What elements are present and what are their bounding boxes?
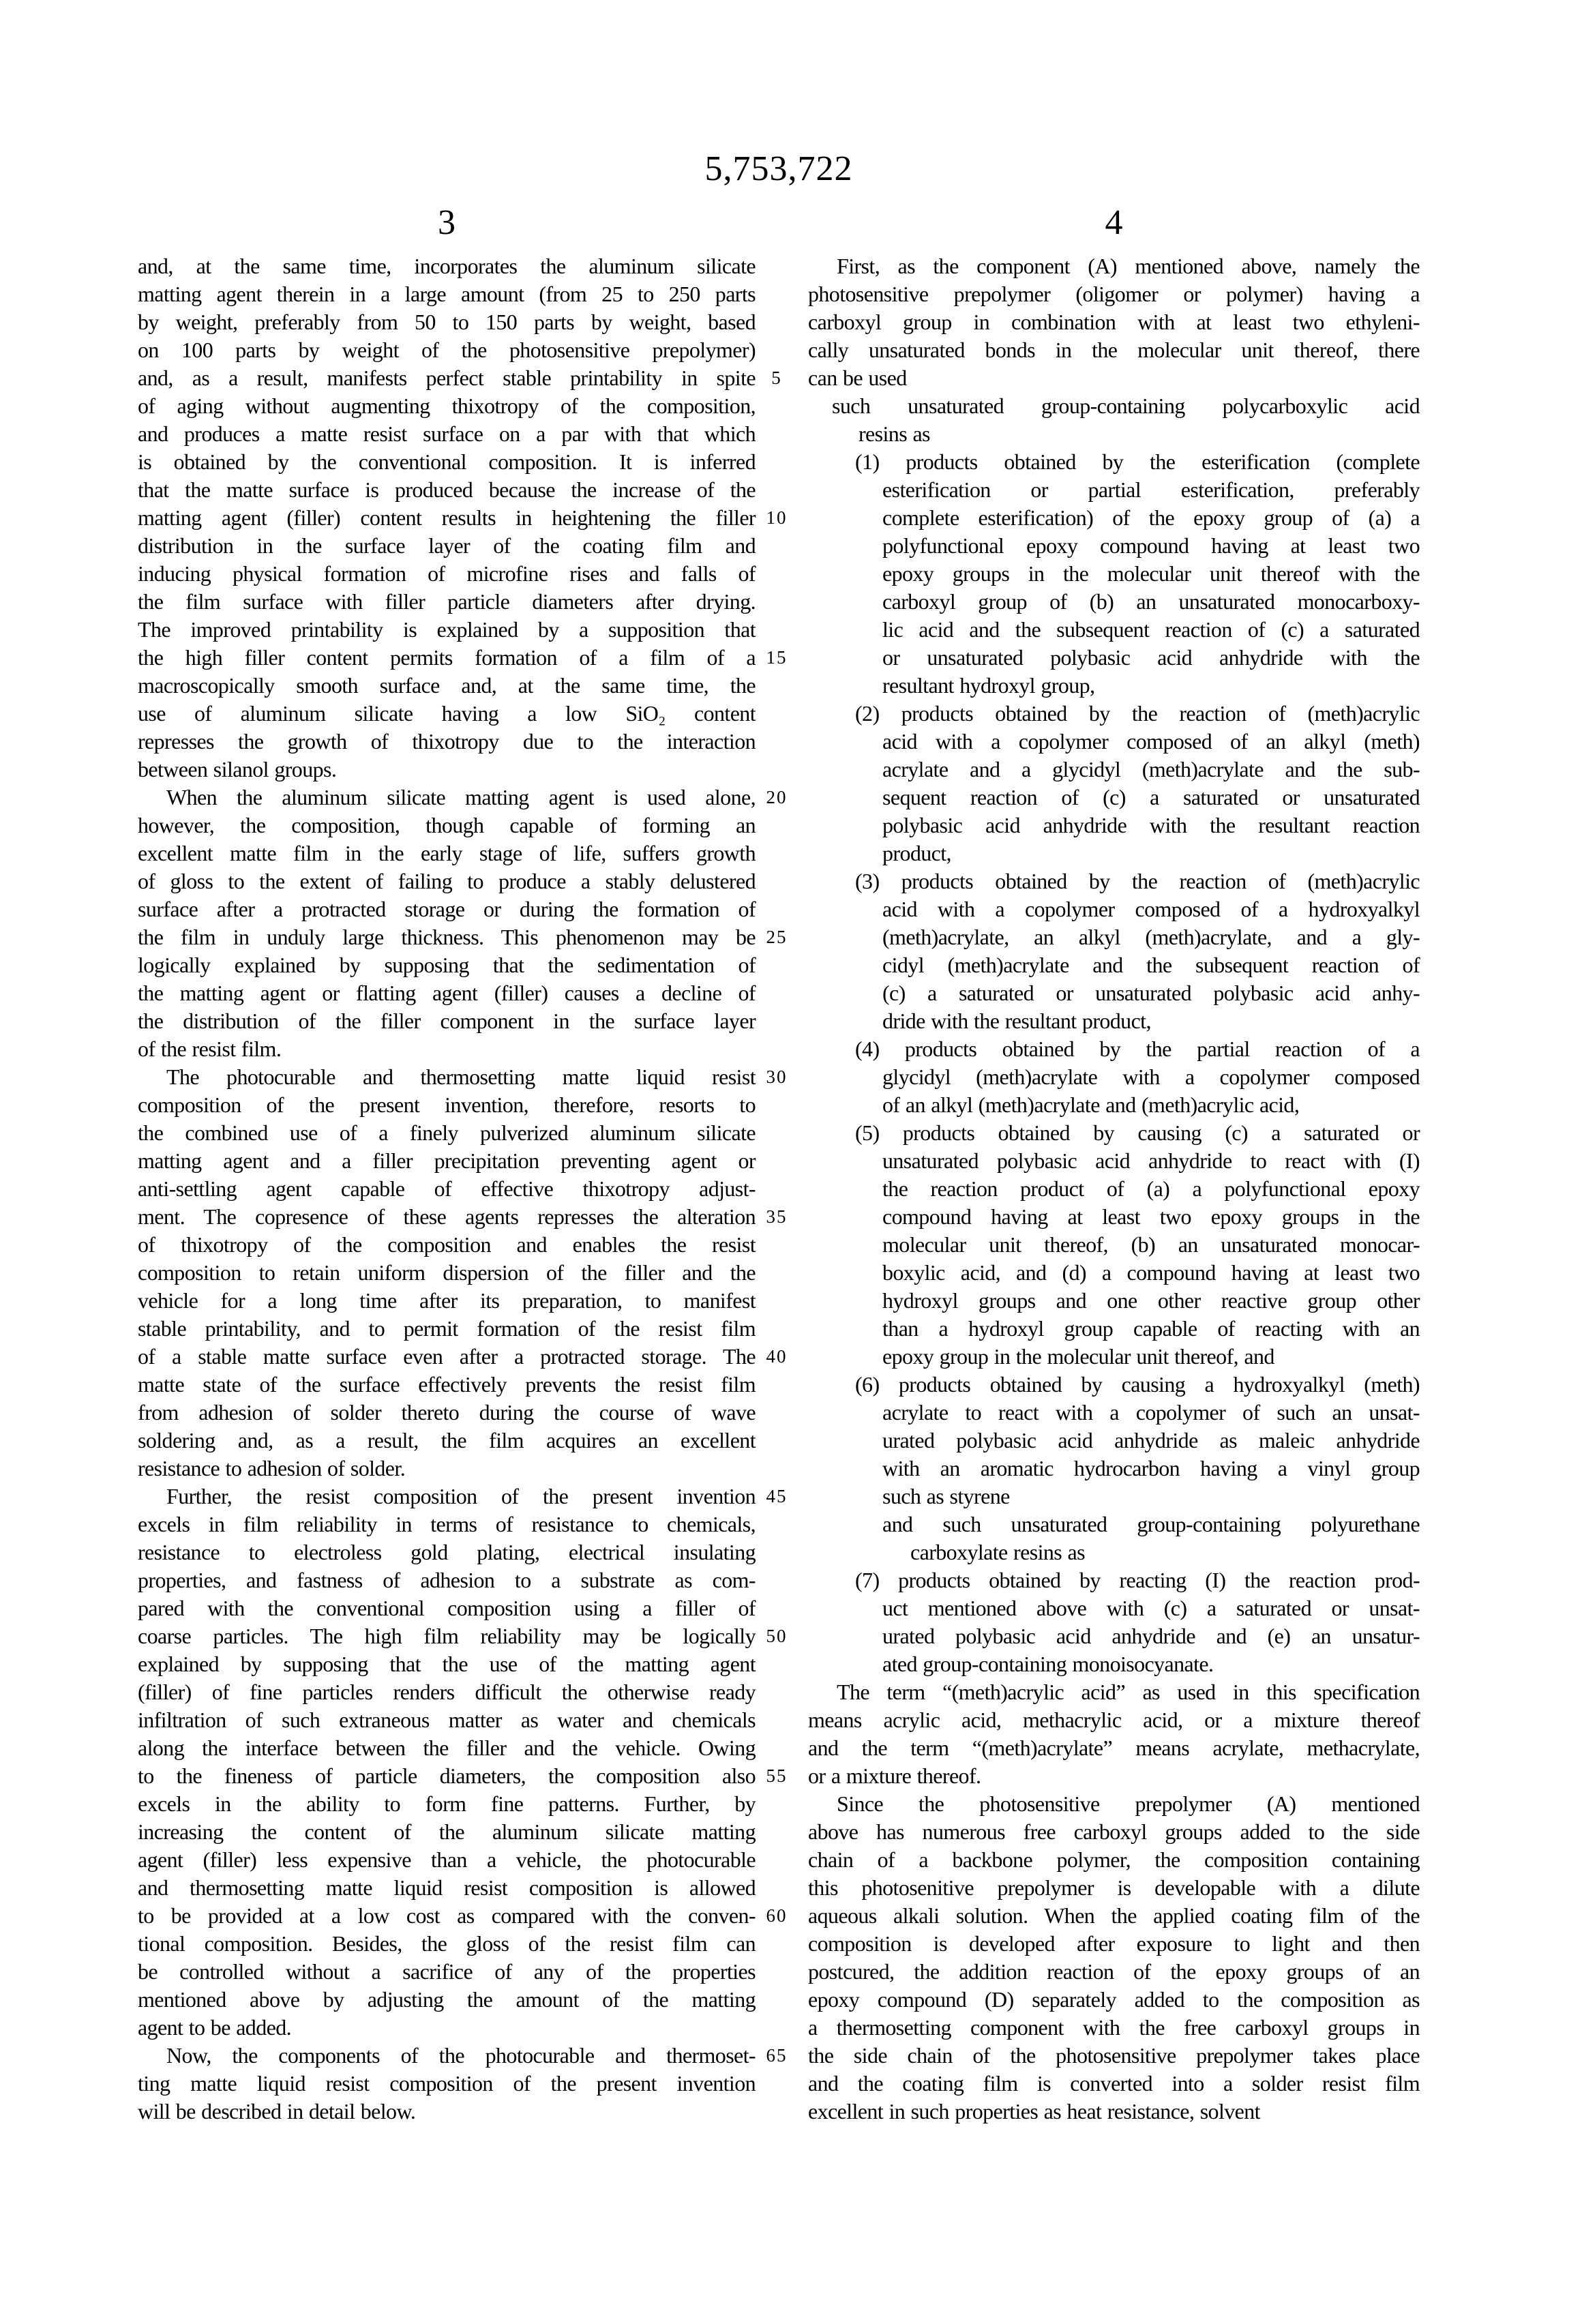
text-line: coarse particles. The high film reliability may be logically: [138, 1624, 756, 1648]
text-line: boxylic acid, and (d) a compound having at least two: [882, 1260, 1420, 1285]
text-line: this photosenitive prepolymer is developable with a dilute: [808, 1875, 1420, 1900]
gutter-line-number: 10: [766, 507, 788, 528]
text-line: urated polybasic acid anhydride as maleic anhydride: [882, 1428, 1420, 1452]
text-line: will be described in detail below.: [138, 2099, 416, 2124]
text-line: matting agent and a filler precipitation preventing agent or: [138, 1148, 756, 1173]
text-line: agent to be added.: [138, 2015, 291, 2040]
text-line: esterification or partial esterification, preferably: [882, 477, 1420, 502]
text-line: tional composition. Besides, the gloss of the resist film can: [138, 1931, 756, 1956]
text-line: Now, the components of the photocurable and thermoset-: [166, 2043, 756, 2068]
text-line: inducing physical formation of microfine rises and falls of: [138, 561, 756, 586]
text-line: and the coating film is converted into a solder resist film: [808, 2071, 1420, 2096]
text-line: such unsaturated group-containing polycarboxylic acid: [832, 393, 1420, 418]
text-line: photosensitive prepolymer (oligomer or polymer) having a: [808, 282, 1420, 306]
text-line: of gloss to the extent of failing to produce a stably delustered: [138, 869, 756, 893]
text-line: resistance to adhesion of solder.: [138, 1456, 406, 1480]
text-line: (1) products obtained by the esterification (complete: [855, 449, 1420, 474]
text-line: that the matte surface is produced because the increase of the: [138, 477, 756, 502]
gutter-line-number: 30: [766, 1067, 788, 1087]
text-line: postcured, the addition reaction of the epoxy groups of an: [808, 1959, 1420, 1984]
text-line: cidyl (meth)acrylate and the subsequent reaction of: [882, 953, 1420, 977]
text-line: dride with the resultant product,: [882, 1009, 1151, 1033]
text-line: cally unsaturated bonds in the molecular unit thereof, there: [808, 338, 1420, 362]
text-line: and, as a result, manifests perfect stable printability in spite: [138, 366, 756, 390]
gutter-line-number: 40: [766, 1346, 788, 1367]
text-line: matting agent therein in a large amount (from 25 to 250 parts: [138, 282, 756, 306]
text-line: (5) products obtained by causing (c) a saturated or: [855, 1120, 1420, 1145]
text-line: of the resist film.: [138, 1037, 282, 1061]
gutter-line-number: 5: [771, 368, 782, 388]
text-line: than a hydroxyl group capable of reacting with an: [882, 1316, 1420, 1341]
column-number-left: 3: [438, 203, 456, 242]
patent-number: 5,753,722: [704, 149, 853, 188]
gutter-line-number: 25: [766, 927, 788, 947]
text-line: increasing the content of the aluminum silicate matting: [138, 1819, 756, 1844]
text-line: acrylate and a glycidyl (meth)acrylate and the sub-: [882, 757, 1420, 781]
text-line: and such unsaturated group-containing polyurethane: [882, 1512, 1420, 1536]
text-line: hydroxyl groups and one other reactive group other: [882, 1288, 1420, 1313]
text-line: above has numerous free carboxyl groups added to the side: [808, 1819, 1420, 1844]
text-line: excels in the ability to form fine patterns. Further, by: [138, 1791, 756, 1816]
text-line: soldering and, as a result, the film acquires an excellent: [138, 1428, 756, 1452]
text-line: of aging without augmenting thixotropy of the composition,: [138, 393, 756, 418]
text-line: from adhesion of solder thereto during the course of wave: [138, 1400, 756, 1425]
text-line: the high filler content permits formation of a film of a: [138, 645, 756, 670]
text-line: (filler) of fine particles renders difficult the otherwise ready: [138, 1680, 756, 1704]
text-line: mentioned above by adjusting the amount of the matting: [138, 1987, 756, 2012]
text-line: stable printability, and to permit formation of the resist film: [138, 1316, 756, 1341]
left-text-column: [138, 252, 756, 2126]
text-line: pared with the conventional composition using a filler of: [138, 1596, 756, 1620]
text-line: the side chain of the photosensitive prepolymer takes place: [808, 2043, 1420, 2068]
text-line: Further, the resist composition of the present invention: [166, 1484, 756, 1508]
text-line: or unsaturated polybasic acid anhydride with the: [882, 645, 1420, 670]
text-line: distribution in the surface layer of the coating film and: [138, 533, 756, 558]
text-line: glycidyl (meth)acrylate with a copolymer composed: [882, 1064, 1420, 1089]
text-line: and produces a matte resist surface on a par with that which: [138, 421, 756, 446]
text-line: carboxylate resins as: [910, 1540, 1085, 1564]
text-line: the reaction product of (a) a polyfunctional epoxy: [882, 1176, 1420, 1201]
text-line: of an alkyl (meth)acrylate and (meth)acrylic acid,: [882, 1092, 1300, 1117]
text-line: with an aromatic hydrocarbon having a vinyl group: [882, 1456, 1420, 1480]
text-line: matting agent (filler) content results in heightening the filler: [138, 505, 756, 530]
text-line: epoxy compound (D) separately added to the composition as: [808, 1987, 1420, 2012]
text-line: excellent in such properties as heat resistance, solvent: [808, 2099, 1260, 2124]
text-line: urated polybasic acid anhydride and (e) an unsatur-: [882, 1624, 1420, 1648]
text-line: of a stable matte surface even after a protracted storage. The: [138, 1344, 756, 1369]
gutter-line-number: 55: [766, 1766, 788, 1786]
text-line: compound having at least two epoxy groups in the: [882, 1204, 1420, 1229]
text-line: Since the photosensitive prepolymer (A) mentioned: [837, 1791, 1420, 1816]
gutter-line-number: 65: [766, 2045, 788, 2066]
text-line: on 100 parts by weight of the photosensitive prepolymer): [138, 338, 756, 362]
text-line: the combined use of a finely pulverized aluminum silicate: [138, 1120, 756, 1145]
text-line: and, at the same time, incorporates the aluminum silicate: [138, 254, 756, 278]
text-line: such as styrene: [882, 1484, 1010, 1508]
text-line: epoxy group in the molecular unit thereof, and: [882, 1344, 1274, 1369]
text-line: be controlled without a sacrifice of any of the properties: [138, 1959, 756, 1984]
text-line: however, the composition, though capable of forming an: [138, 813, 756, 837]
text-line: of thixotropy of the composition and enables the resist: [138, 1232, 756, 1257]
text-line: The term “(meth)acrylic acid” as used in this specification: [837, 1680, 1420, 1704]
text-line: excels in film reliability in terms of resistance to chemicals,: [138, 1512, 756, 1536]
text-line: product,: [882, 841, 951, 865]
text-line: lic acid and the subsequent reaction of (c) a saturated: [882, 617, 1420, 642]
gutter-line-number: 20: [766, 787, 788, 807]
text-line: by weight, preferably from 50 to 150 parts by weight, based: [138, 310, 756, 334]
text-line: epoxy groups in the molecular unit thereof with the: [882, 561, 1420, 586]
gutter-line-number: 35: [766, 1206, 788, 1227]
gutter-line-number: 15: [766, 647, 788, 668]
text-line: agent (filler) less expensive than a vehicle, the photocurable: [138, 1847, 756, 1872]
text-line: molecular unit thereof, (b) an unsaturated monocar-: [882, 1232, 1420, 1257]
gutter-line-number: 60: [766, 1905, 788, 1926]
gutter-line-number: 45: [766, 1486, 788, 1506]
text-line: use of aluminum silicate having a low SiO₂ content: [138, 701, 756, 726]
text-line: ment. The copresence of these agents represses the alteration: [138, 1204, 756, 1229]
text-line: complete esterification) of the epoxy group of (a) a: [882, 505, 1420, 530]
text-line: represses the growth of thixotropy due to the interaction: [138, 729, 756, 754]
text-line: chain of a backbone polymer, the composition containing: [808, 1847, 1420, 1872]
text-line: the matting agent or flatting agent (filler) causes a decline of: [138, 981, 756, 1005]
text-line: to be provided at a low cost as compared with the conven-: [138, 1903, 756, 1928]
column-number-right: 4: [1105, 203, 1123, 242]
text-line: (c) a saturated or unsaturated polybasic acid anhy-: [882, 981, 1420, 1005]
text-line: the film in unduly large thickness. This phenomenon may be: [138, 925, 756, 949]
text-line: composition is developed after exposure to light and then: [808, 1931, 1420, 1956]
text-line: excellent matte film in the early stage of life, suffers growth: [138, 841, 756, 865]
text-line: can be used: [808, 366, 907, 390]
text-line: sequent reaction of (c) a saturated or unsaturated: [882, 785, 1420, 809]
right-text-column: [808, 252, 1420, 2126]
text-line: (4) products obtained by the partial reaction of a: [855, 1037, 1420, 1061]
text-line: surface after a protracted storage or during the formation of: [138, 897, 756, 921]
text-line: acrylate to react with a copolymer of such an unsat-: [882, 1400, 1420, 1425]
text-line: composition to retain uniform dispersion of the filler and the: [138, 1260, 756, 1285]
text-line: and the term “(meth)acrylate” means acrylate, methacrylate,: [808, 1735, 1420, 1760]
text-line: polybasic acid anhydride with the resultant reaction: [882, 813, 1420, 837]
text-line: resins as: [859, 421, 930, 446]
text-line: When the aluminum silicate matting agent is used alone,: [166, 785, 756, 809]
text-line: (6) products obtained by causing a hydroxyalkyl (meth): [855, 1372, 1420, 1397]
text-line: to the fineness of particle diameters, the composition also: [138, 1763, 756, 1788]
text-line: The photocurable and thermosetting matte liquid resist: [166, 1064, 756, 1089]
text-line: is obtained by the conventional composition. It is inferred: [138, 449, 756, 474]
text-line: (meth)acrylate, an alkyl (meth)acrylate, and a gly-: [882, 925, 1420, 949]
text-line: polyfunctional epoxy compound having at least two: [882, 533, 1420, 558]
text-line: (7) products obtained by reacting (I) the reaction prod-: [855, 1568, 1420, 1592]
text-line: vehicle for a long time after its preparation, to manifest: [138, 1288, 756, 1313]
text-line: along the interface between the filler and the vehicle. Owing: [138, 1735, 756, 1760]
text-line: properties, and fastness of adhesion to a substrate as com-: [138, 1568, 756, 1592]
text-line: infiltration of such extraneous matter as water and chemicals: [138, 1708, 756, 1732]
text-line: carboxyl group of (b) an unsaturated monocarboxy-: [882, 589, 1420, 614]
text-line: ated group-containing monoisocyanate.: [882, 1652, 1214, 1676]
text-line: The improved printability is explained by a supposition that: [138, 617, 756, 642]
text-line: acid with a copolymer composed of a hydroxyalkyl: [882, 897, 1420, 921]
text-line: composition of the present invention, therefore, resorts to: [138, 1092, 756, 1117]
text-line: unsaturated polybasic acid anhydride to react with (I): [882, 1148, 1420, 1173]
text-line: ting matte liquid resist composition of the present invention: [138, 2071, 756, 2096]
text-line: logically explained by supposing that the sedimentation of: [138, 953, 756, 977]
text-line: a thermosetting component with the free carboxyl groups in: [808, 2015, 1420, 2040]
gutter-line-number: 50: [766, 1626, 788, 1646]
text-line: the film surface with filler particle diameters after drying.: [138, 589, 756, 614]
text-line: matte state of the surface effectively prevents the resist film: [138, 1372, 756, 1397]
text-line: means acrylic acid, methacrylic acid, or a mixture thereof: [808, 1708, 1420, 1732]
text-line: acid with a copolymer composed of an alkyl (meth): [882, 729, 1420, 754]
text-line: resistance to electroless gold plating, electrical insulating: [138, 1540, 756, 1564]
text-line: the distribution of the filler component in the surface layer: [138, 1009, 756, 1033]
text-line: aqueous alkali solution. When the applied coating film of the: [808, 1903, 1420, 1928]
text-line: macroscopically smooth surface and, at the same time, the: [138, 673, 756, 698]
text-line: explained by supposing that the use of the matting agent: [138, 1652, 756, 1676]
text-line: (3) products obtained by the reaction of (meth)acrylic: [855, 869, 1420, 893]
text-line: anti-settling agent capable of effective thixotropy adjust-: [138, 1176, 756, 1201]
text-line: uct mentioned above with (c) a saturated or unsat-: [882, 1596, 1420, 1620]
text-line: or a mixture thereof.: [808, 1763, 981, 1788]
text-line: (2) products obtained by the reaction of (meth)acrylic: [855, 701, 1420, 726]
text-line: and thermosetting matte liquid resist composition is allowed: [138, 1875, 756, 1900]
text-line: carboxyl group in combination with at least two ethyleni-: [808, 310, 1420, 334]
text-line: between silanol groups.: [138, 757, 337, 781]
text-line: resultant hydroxyl group,: [882, 673, 1095, 698]
text-line: First, as the component (A) mentioned above, namely the: [837, 254, 1420, 278]
